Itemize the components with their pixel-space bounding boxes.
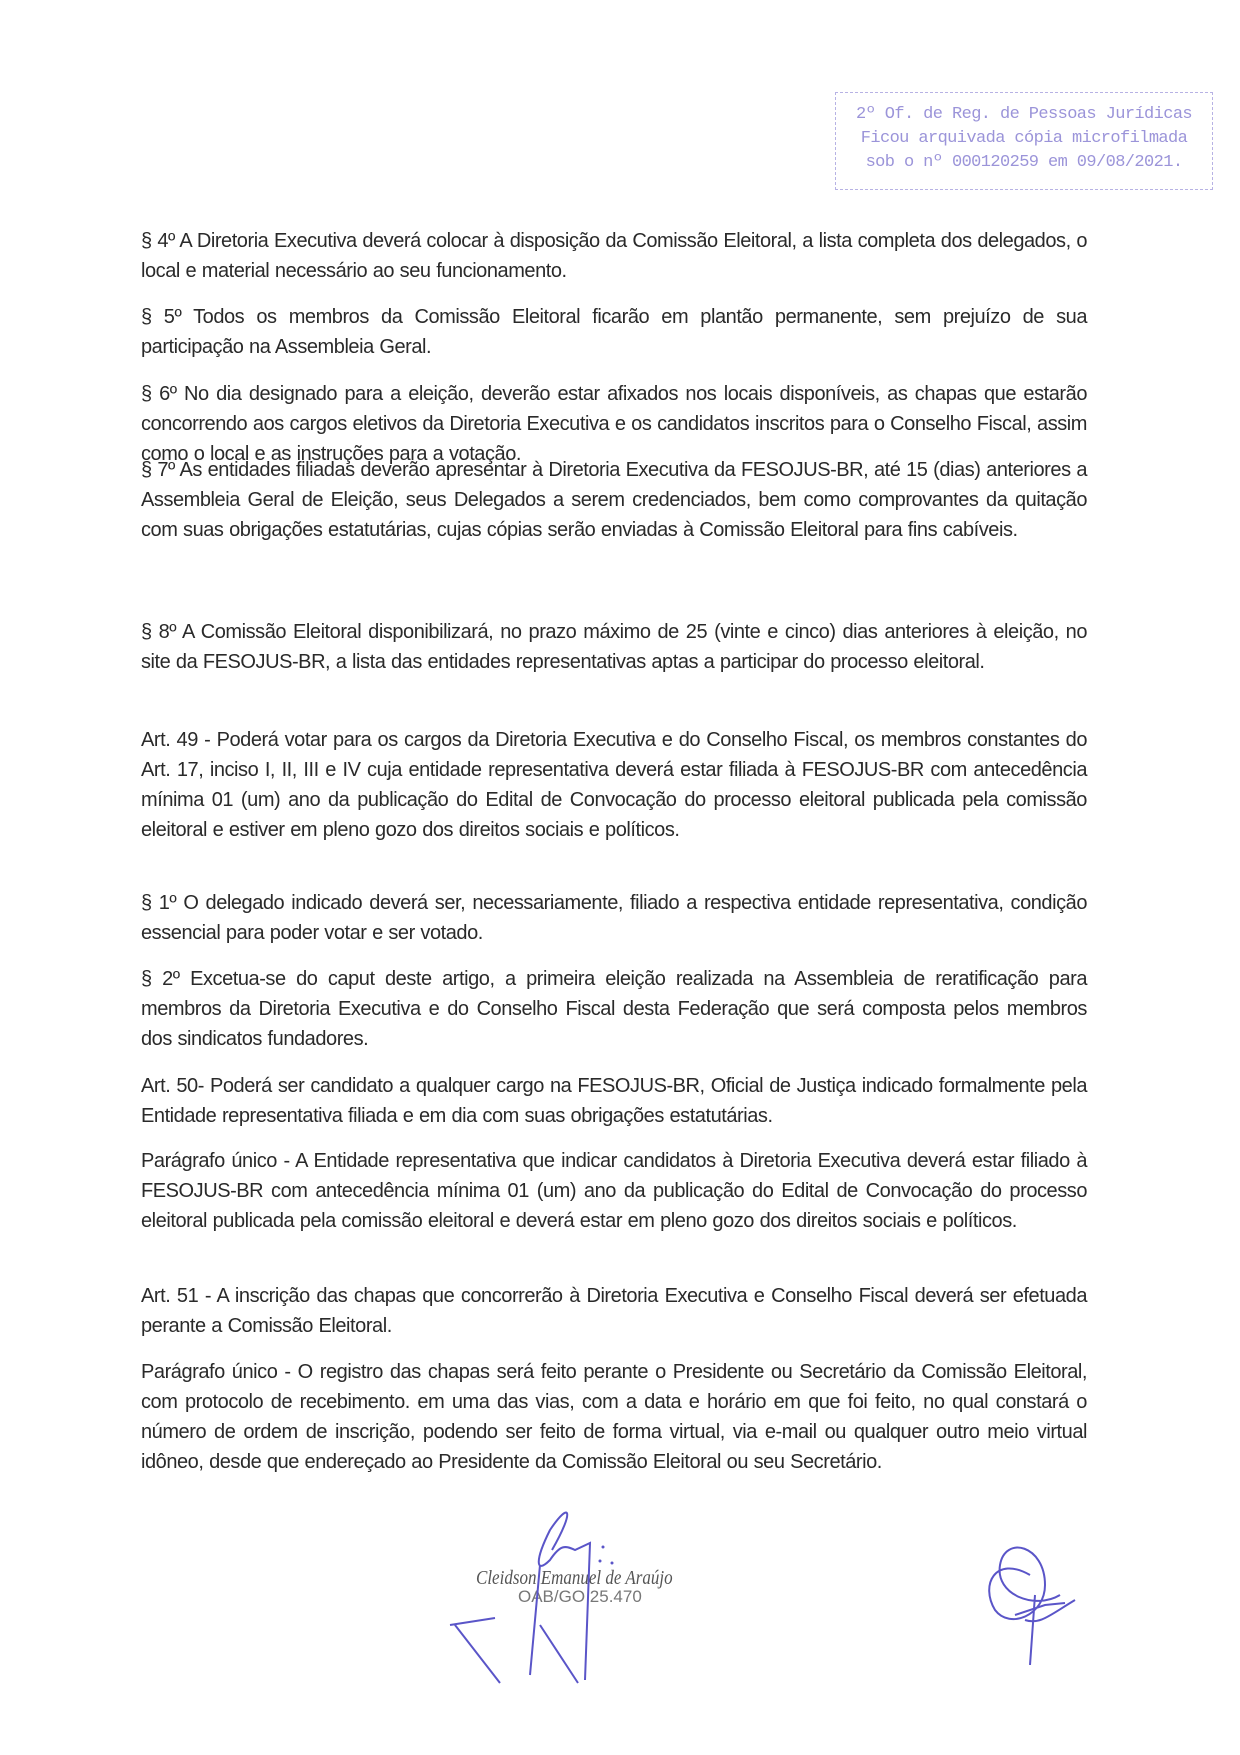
signature-right (975, 1515, 1095, 1665)
article-49-paragraph-1: § 1º O delegado indicado deverá ser, necessariamente, filiado a respectiva entidade representativa, condição essencial para poder votar e ser votado. (141, 892, 1087, 944)
signatory-registration: OAB/GO 25.470 (518, 1587, 642, 1606)
paragraph-6: § 6º No dia designado para a eleição, deverão estar afixados nos locais disponíveis, as chapas que estarão concorrendo aos cargos eletivos da Diretoria Executiva e os candidatos inscritos para o Conselho Fiscal, assim como o local e as instruções para a votação. (141, 383, 1087, 465)
signatory-name: Cleidson Emanuel de Araújo (476, 1567, 673, 1589)
paragraph-8: § 8º A Comissão Eleitoral disponibilizará, no prazo máximo de 25 (vinte e cinco) dias anteriores à eleição, no site da FESOJUS-BR, a lista das entidades representativas aptas a participar do processo eleitoral. (141, 621, 1087, 673)
stamp-line: Ficou arquivada cópia microfilmada (860, 129, 1188, 148)
article-50-sole-paragraph: Parágrafo único - A Entidade representativa que indicar candidatos à Diretoria Executiva deverá estar filiado à FESOJUS-BR com antecedência mínima 01 (um) ano da publicação do Edital de Convocação do processo eleitoral publicada pela comissão eleitoral e deverá estar em pleno gozo dos direitos sociais e políticos. (141, 1150, 1087, 1232)
article-51-sole-paragraph: Parágrafo único - O registro das chapas será feito perante o Presidente ou Secretário da Comissão Eleitoral, com protocolo de recebimento. em uma das vias, com a data e horário em que foi feito, no qual constará o número de ordem de inscrição, podendo ser feito de forma virtual, via e-mail ou qualquer outro meio virtual idôneo, desde que endereçado ao Presidente da Comissão Eleitoral ou seu Secretário. (141, 1361, 1087, 1473)
stamp-line: sob o nº 000120259 em 09/08/2021. (865, 153, 1183, 172)
article-49: Art. 49 - Poderá votar para os cargos da Diretoria Executiva e do Conselho Fiscal, os membros constantes do Art. 17, inciso I, II, III e IV cuja entidade representativa deverá estar filiada à FESOJUS-BR com antecedência mínima 01 (um) ano da publicação do Edital de Convocação do processo eleitoral publicada pela comissão eleitoral e estiver em pleno gozo dos direitos sociais e políticos. (141, 729, 1087, 841)
paragraph-7: § 7º As entidades filiadas deverão apresentar à Diretoria Executiva da FESOJUS-BR, até 15 (dias) anteriores a Assembleia Geral de Eleição, seus Delegados a serem credenciados, bem como comprovantes da quitação com suas obrigações estatutárias, cujas cópias serão enviadas à Comissão Eleitoral para fins cabíveis. (141, 459, 1087, 541)
signature-left (440, 1505, 680, 1685)
stamp-line: 2º Of. de Reg. de Pessoas Jurídicas (855, 105, 1193, 124)
registry-stamp (835, 92, 1213, 190)
paragraph-4: § 4º A Diretoria Executiva deverá colocar à disposição da Comissão Eleitoral, a lista completa dos delegados, o local e material necessário ao seu funcionamento. (141, 230, 1087, 282)
article-49-paragraph-2: § 2º Excetua-se do caput deste artigo, a primeira eleição realizada na Assembleia de reratificação para membros da Diretoria Executiva e do Conselho Fiscal desta Federação que será composta pelos membros dos sindicatos fundadores. (141, 968, 1087, 1050)
paragraph-5: § 5º Todos os membros da Comissão Eleitoral ficarão em plantão permanente, sem prejuízo de sua participação na Assembleia Geral. (141, 306, 1087, 358)
article-51: Art. 51 - A inscrição das chapas que concorrerão à Diretoria Executiva e Conselho Fiscal deverá ser efetuada perante a Comissão Eleitoral. (141, 1285, 1087, 1337)
article-50: Art. 50- Poderá ser candidato a qualquer cargo na FESOJUS-BR, Oficial de Justiça indicado formalmente pela Entidade representativa filiada e em dia com suas obrigações estatutárias. (141, 1075, 1087, 1127)
